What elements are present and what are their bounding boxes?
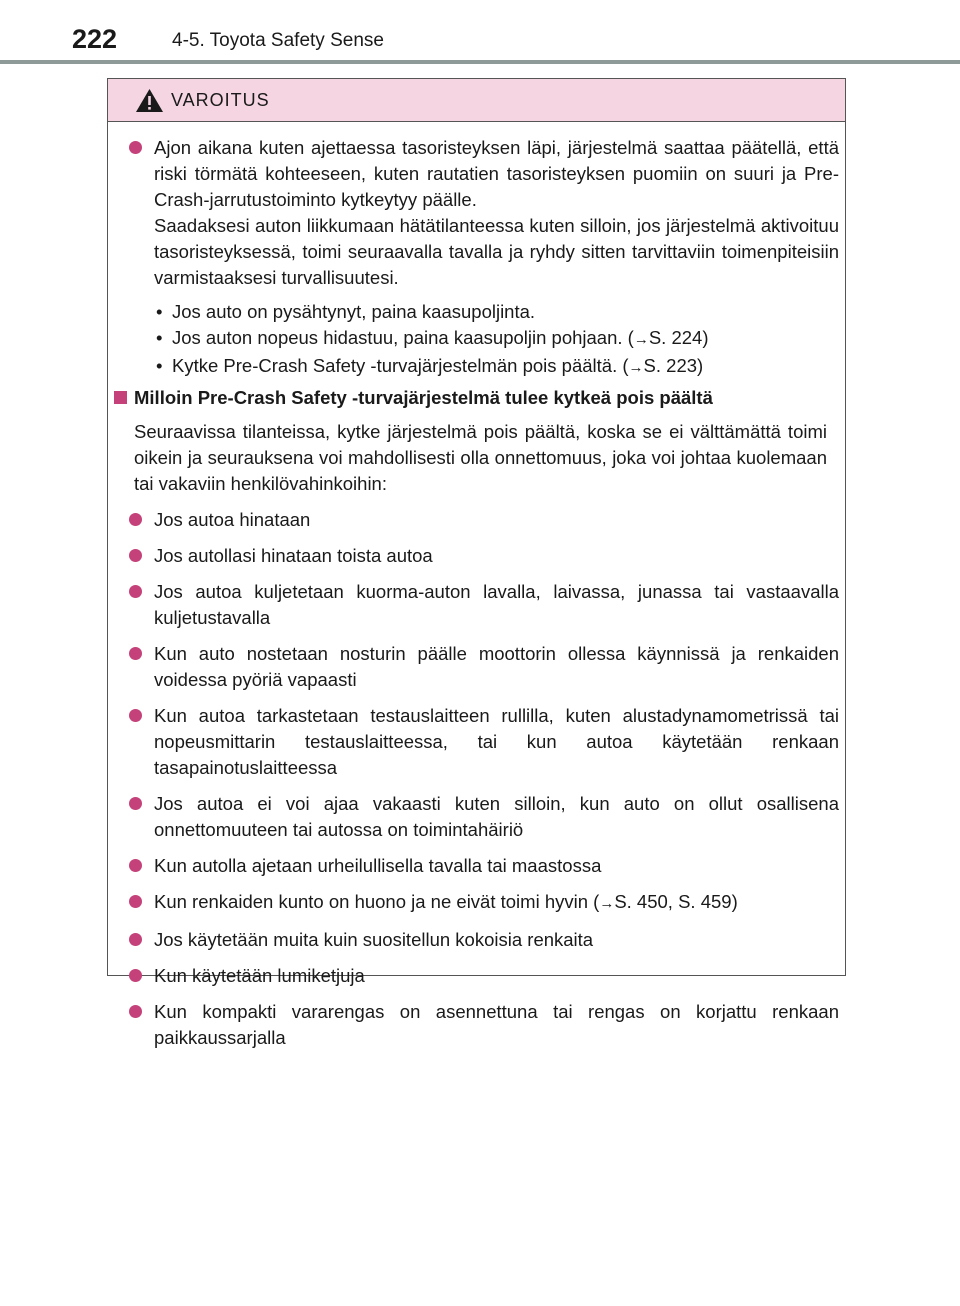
item-paragraph: Ajon aikana kuten ajettaessa tasoristeyksen läpi, järjestelmä saattaa päätellä, että riski törmätä kohteeseen, kuten rautatien tasoristeyksen puomiin on suuri ja Pre-Crash-jarrutustoiminto kytkeytyy päälle. bbox=[154, 137, 839, 210]
list-item: Jos autoa kuljetetaan kuorma-auton lavalla, laivassa, junassa tai vastaavalla kuljetustavalla bbox=[108, 579, 847, 631]
page-reference: S. 450, S. 459) bbox=[614, 891, 738, 912]
list-item: Kun autolla ajetaan urheilullisella tavalla tai maastossa bbox=[108, 853, 847, 879]
list-item: Jos autollasi hinataan toista autoa bbox=[108, 543, 847, 569]
warning-label: VAROITUS bbox=[171, 90, 270, 110]
sub-list-item: • Jos auton nopeus hidastuu, paina kaasupoljin pohjaan. (→S. 224) bbox=[108, 325, 847, 353]
sub-list-item: • Jos auto on pysähtynyt, paina kaasupoljinta. bbox=[108, 299, 847, 325]
list-item: Kun renkaiden kunto on huono ja ne eivät toimi hyvin (→S. 450, S. 459) bbox=[108, 889, 847, 917]
list-item: Kun auto nostetaan nosturin päälle moottorin ollessa käynnissä ja renkaiden voidessa pyöriä vapaasti bbox=[108, 641, 847, 693]
item-paragraph: Saadaksesi auton liikkumaan hätätilanteessa kuten silloin, jos järjestelmä aktivoituu tasoristeyksessä, toimi seuraavalla tavalla ja ryhdy sitten tarvittaviin toimenpiteisiin varmistaaksesi turvallisuutesi. bbox=[154, 215, 839, 288]
bullet-icon bbox=[129, 969, 142, 982]
warning-box bbox=[107, 78, 846, 1048]
sub-list bbox=[108, 299, 847, 381]
bullet-icon bbox=[129, 647, 142, 660]
arrow-right-icon: → bbox=[633, 331, 649, 348]
list-item: Kun käytetään lumiketjuja bbox=[108, 963, 847, 989]
bullet-icon bbox=[129, 859, 142, 872]
arrow-right-icon: → bbox=[599, 895, 615, 912]
list-item: Kun autoa tarkastetaan testauslaitteen rullilla, kuten alustadynamometrissä tai nopeusmittarin testauslaitteessa, tai kun autoa käytetään renkaan tasapainotuslaitteessa bbox=[108, 703, 847, 781]
list-item: Jos autoa ei voi ajaa vakaasti kuten silloin, kun auto on ollut osallisena onnettomuuteen tai autossa on toimintahäiriö bbox=[108, 791, 847, 843]
list-item: Kun kompakti vararengas on asennettuna tai rengas on korjattu renkaan paikkaussarjalla bbox=[108, 999, 847, 1051]
list-item: Jos käytetään muita kuin suositellun kokoisia renkaita bbox=[108, 927, 847, 953]
bullet-icon bbox=[129, 141, 142, 154]
square-bullet-icon bbox=[114, 391, 127, 404]
bullet-icon bbox=[129, 585, 142, 598]
section-heading: Milloin Pre-Crash Safety -turvajärjestelmä tulee kytkeä pois päältä bbox=[108, 385, 847, 411]
list-item bbox=[108, 135, 847, 291]
bullet-icon bbox=[129, 1005, 142, 1018]
warning-content bbox=[108, 121, 847, 1051]
warning-triangle-icon bbox=[135, 88, 164, 113]
page-reference: S. 224) bbox=[648, 327, 709, 348]
sub-list-item: • Kytke Pre-Crash Safety -turvajärjestelmän pois päältä. (→S. 223) bbox=[108, 353, 847, 381]
bullet-icon bbox=[129, 933, 142, 946]
arrow-right-icon: → bbox=[628, 359, 644, 376]
warning-header bbox=[108, 79, 845, 122]
section-title: 4-5. Toyota Safety Sense bbox=[172, 30, 384, 51]
page-header bbox=[0, 0, 960, 64]
header-rule bbox=[0, 60, 960, 64]
list-item: Jos autoa hinataan bbox=[108, 507, 847, 533]
sub-bullet-icon: • bbox=[156, 327, 163, 348]
sub-bullet-icon: • bbox=[156, 355, 163, 376]
bullet-icon bbox=[129, 709, 142, 722]
page-number: 222 bbox=[72, 24, 118, 54]
bullet-icon bbox=[129, 513, 142, 526]
bullet-icon bbox=[129, 895, 142, 908]
page-reference: S. 223) bbox=[643, 355, 704, 376]
intro-paragraph: Seuraavissa tilanteissa, kytke järjestelmä pois päältä, koska se ei välttämättä toimi oikein ja seurauksena voi mahdollisesti olla onnettomuus, joka voi johtaa kuolemaan tai vakaviin henkilövahinkoihin: bbox=[134, 421, 827, 494]
sub-bullet-icon: • bbox=[156, 301, 163, 322]
bullet-icon bbox=[129, 797, 142, 810]
bullet-icon bbox=[129, 549, 142, 562]
